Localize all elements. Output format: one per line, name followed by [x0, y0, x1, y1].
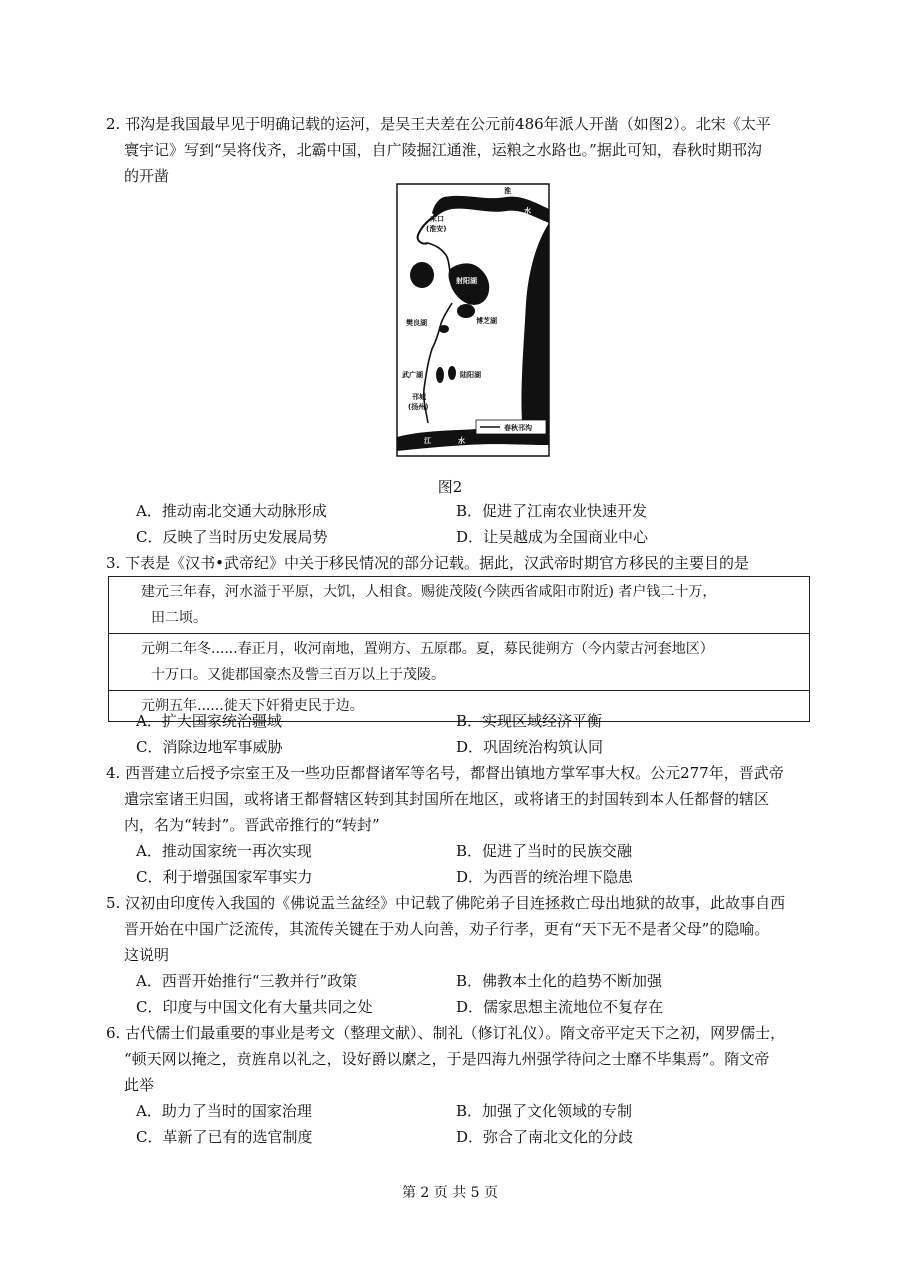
label-bozhi: 博芝湖	[476, 317, 497, 325]
q4-text-1: 西晋建立后授予宗室王及一些功臣都督诸军等名号，都督出镇地方掌军事大权。公元277年，晋武帝	[125, 764, 784, 782]
label-fanliang: 樊良湖	[406, 319, 427, 327]
q6-option-b[interactable]: B．加强了文化领域的专制	[456, 1102, 633, 1120]
record-3-line-1: 元朔五年......徙天下奸猾吏民于边。	[141, 698, 364, 714]
question-4	[106, 760, 806, 838]
label-mokou: 末口	[430, 215, 444, 223]
page-footer: 第 2 页 共 5 页	[401, 1185, 499, 1201]
label-shui-bottom: 水	[458, 437, 465, 445]
q2-text-1: 邗沟是我国最早见于明确记载的运河，是吴王夫差在公元前486年派人开凿（如图2）。北宋《太平	[125, 115, 771, 133]
label-yangzhou: (扬州)	[408, 403, 429, 411]
wuguang-lake	[436, 367, 444, 383]
q4-options	[136, 838, 776, 890]
q3-line-1	[106, 550, 806, 576]
legend-label: 春秋邗沟	[504, 424, 532, 432]
table-row	[109, 634, 810, 691]
q5-line-3: 这说明	[124, 946, 170, 964]
q3-option-d[interactable]: D．巩固统治构筑认同	[456, 738, 604, 756]
q6-option-d[interactable]: D．弥合了南北文化的分歧	[456, 1128, 634, 1146]
label-huaian: (淮安)	[426, 225, 447, 233]
luyang-lake	[448, 366, 456, 380]
q4-option-c[interactable]: C．利于增强国家军事实力	[136, 868, 313, 886]
q6-option-a[interactable]: A．助力了当时的国家治理	[136, 1102, 312, 1120]
q4-number: 4.	[106, 764, 121, 782]
q2-line-2: 寰宇记》写到“吴将伐齐，北霸中国，自广陵掘江通淮，运粮之水路也。”据此可知，春秋时期邗沟	[124, 141, 762, 159]
q5-line-2: 晋开始在中国广泛流传，其流传关键在于劝人向善，劝子行孝，更有“天下无不是者父母”的隐喻。	[124, 920, 770, 938]
q2-option-a[interactable]: A．推动南北交通大动脉形成	[136, 502, 327, 520]
label-luyang: 陆阳湖	[460, 371, 481, 379]
question-3	[106, 550, 806, 576]
question-2	[106, 111, 806, 189]
question-5	[106, 890, 806, 968]
q3-option-b[interactable]: B．实现区域经济平衡	[456, 712, 603, 730]
q3-options	[136, 708, 776, 760]
q6-text-1: 古代儒士们最重要的事业是考文（整理文献）、制礼（修订礼仪）。隋文帝平定天下之初，网罗儒士，	[125, 1024, 786, 1042]
label-huai: 淮	[504, 187, 511, 195]
table-row	[109, 577, 810, 634]
q6-options	[136, 1098, 776, 1150]
q4-option-a[interactable]: A．推动国家统一再次实现	[136, 842, 312, 860]
q2-option-c[interactable]: C．反映了当时历史发展局势	[136, 528, 328, 546]
label-sheyang: 射阳湖	[456, 277, 477, 285]
q2-line-1	[106, 111, 806, 137]
q4-option-d[interactable]: D．为西晋的统治埋下隐患	[456, 868, 634, 886]
q6-line-3: 此举	[124, 1076, 155, 1094]
q2-number: 2.	[106, 115, 121, 133]
record-1-line-2: 田二顷。	[151, 610, 207, 626]
q5-option-a[interactable]: A．西晋开始推行“三教并行”政策	[136, 972, 358, 990]
fanliang-lake	[439, 325, 449, 333]
q2-options	[136, 498, 776, 550]
q3-stem: 下表是《汉书•武帝纪》中关于移民情况的部分记载。据此，汉武帝时期官方移民的主要目的是	[125, 554, 749, 572]
migration-records-table	[108, 576, 810, 722]
q3-option-a[interactable]: A．扩大国家统治疆域	[136, 712, 282, 730]
figure-caption: 图2	[437, 478, 463, 496]
q5-options	[136, 968, 776, 1020]
q6-line-1	[106, 1020, 806, 1046]
label-wuguang: 武广湖	[402, 371, 423, 379]
label-hancheng: 邗城	[412, 393, 426, 401]
q2-option-d[interactable]: D．让吴越成为全国商业中心	[456, 528, 649, 546]
q5-option-c[interactable]: C．印度与中国文化有大量共同之处	[136, 998, 373, 1016]
q2-line-3: 的开凿	[124, 167, 170, 185]
hangou-map	[396, 183, 550, 457]
q5-option-b[interactable]: B．佛教本土化的趋势不断加强	[456, 972, 663, 990]
q6-line-2: “顿天网以掩之，贲旌帛以礼之，设好爵以縻之，于是四海九州强学待问之士靡不毕集焉”。隋文帝	[124, 1050, 770, 1068]
west-lake	[410, 262, 434, 288]
q3-number: 3.	[106, 554, 121, 572]
q4-option-b[interactable]: B．促进了当时的民族交融	[456, 842, 633, 860]
record-1-line-1: 建元三年春，河水溢于平原，大饥，人相食。赐徙茂陵(今陕西省咸阳市附近) 者户钱二十万，	[141, 584, 717, 600]
q2-option-b[interactable]: B．促进了江南农业快速开发	[456, 502, 648, 520]
q5-line-1	[106, 890, 806, 916]
q5-text-1: 汉初由印度传入我国的《佛说盂兰盆经》中记载了佛陀弟子目连拯救亡母出地狱的故事，此故事自西	[125, 894, 786, 912]
q4-line-3: 内，名为“转封”。晋武帝推行的“转封”	[124, 816, 380, 834]
record-2-line-1: 元朔二年冬......春正月，收河南地，置朔方、五原郡。夏，募民徙朔方（今内蒙古河套地区）	[141, 641, 714, 657]
label-shui-top: 水	[524, 207, 531, 215]
q5-option-d[interactable]: D．儒家思想主流地位不复存在	[456, 998, 664, 1016]
q4-line-2: 遣宗室诸王归国，或将诸王都督辖区转到其封国所在地区，或将诸王的封国转到本人任都督的辖区	[124, 790, 770, 808]
q4-line-1	[106, 760, 806, 786]
bozhi-lake	[457, 304, 475, 318]
q6-number: 6.	[106, 1024, 121, 1042]
record-2-line-2: 十万口。又徙郡国豪杰及訾三百万以上于茂陵。	[151, 667, 445, 683]
label-jiang: 江	[424, 437, 431, 445]
q6-option-c[interactable]: C．革新了已有的选官制度	[136, 1128, 313, 1146]
question-6	[106, 1020, 806, 1098]
q3-option-c[interactable]: C．消除边地军事威胁	[136, 738, 283, 756]
q5-number: 5.	[106, 894, 121, 912]
